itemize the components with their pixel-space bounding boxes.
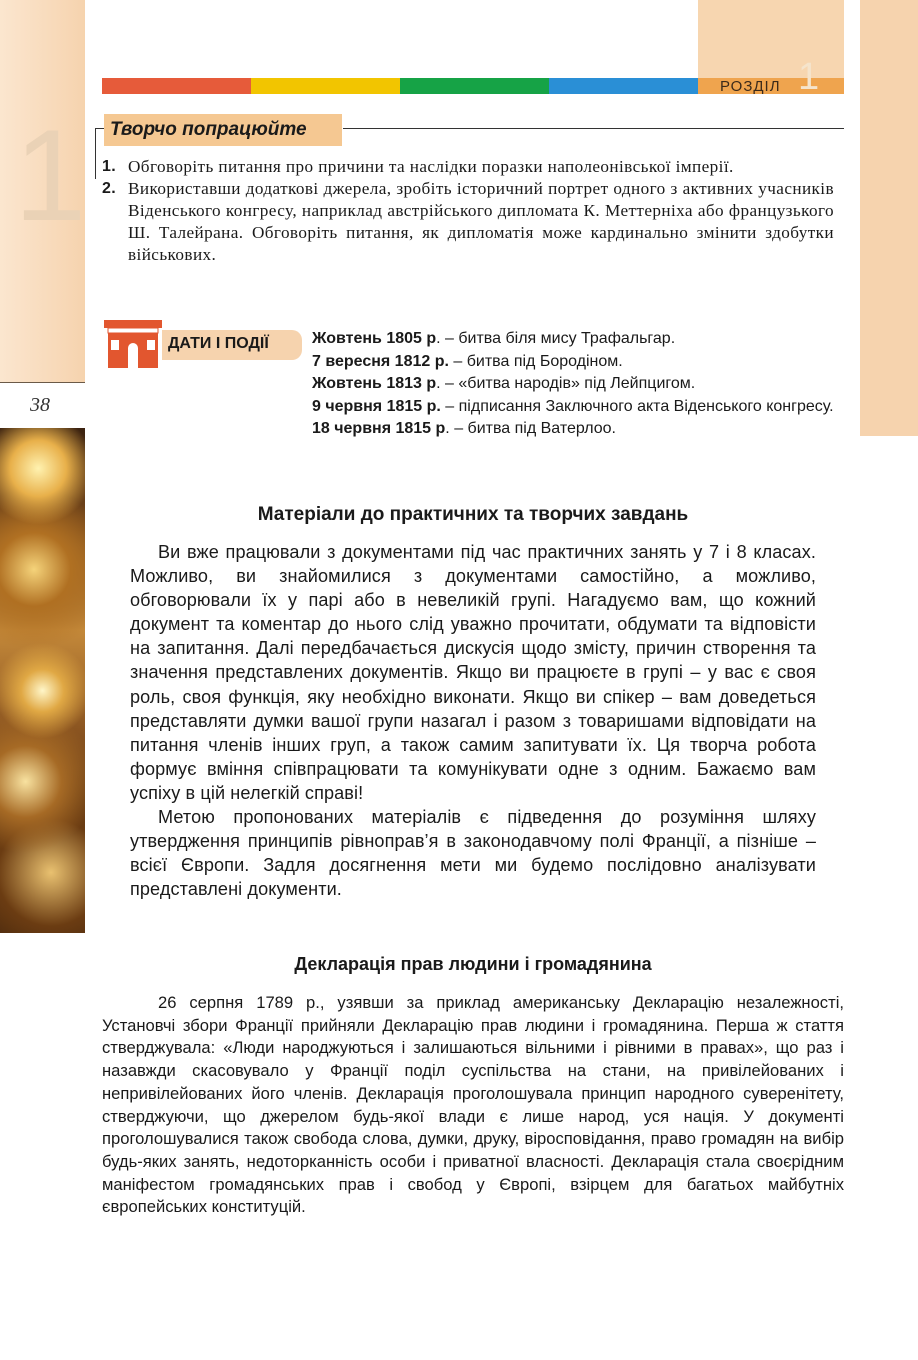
page-number: 38 [30,394,50,416]
materials-heading: Матеріали до практичних та творчих завдань [257,504,689,525]
materials-body [130,540,816,901]
color-stripe [102,78,698,94]
declaration-body [102,992,844,1219]
date-entry [312,373,842,396]
date-value: Жовтень 1813 р [312,375,437,392]
stripe-yellow [251,78,400,94]
date-entry [312,418,842,441]
task-number: 1. [102,158,117,175]
declaration-paragraph: 26 серпня 1789 р., узявши за приклад американську Декларацію незалежності, Установчі збори Франції прийняли Декларацію прав людини і громадянина. Перша ж стаття стверджувала: «Люди народжуються і залишаються вільними і рівними в правах», що раз і назавжди скасовувало у Франції поділ суспільства на стани, на привілейованих і непривілейованих його членів. Декларація проголошувала принцип народного суверенітету, стверджуючи, що джерелом будь-якої влади є лише народ, уся нація. У документі проголошувалися також свобода слова, думки, друку, віросповідання, право громадян на вибір будь-яких занять, недоторканність особи і приватної власності. Декларація стала своєрідним маніфестом громадянських прав і свобод у Європі, взірцем для багатьох майбутніх європейських конституцій. [102,993,844,1217]
task-text: Обговоріть питання про причини та наслідки поразки наполеонівської імперії. [128,157,734,176]
margin-photo [0,428,85,933]
declaration-heading: Декларація прав людини і громадянина [294,954,652,974]
arch-icon [102,318,166,370]
date-value: 18 червня 1815 р [312,420,446,437]
materials-paragraph: Метою пропонованих матеріалів є підведення до розуміння шляху утвердження принципів рівноправ’я в законодавчому полі Франції, а пізніше – всієї Європи. Задля досягнення мети ми будемо послідовно аналізувати представлені документи. [130,807,816,900]
date-event: . – битва під Ватерлоо. [445,420,616,437]
date-value: 9 червня 1815 р. [312,397,441,415]
date-entry [312,328,842,351]
date-event: . – «битва народів» під Лейпцигом. [436,375,696,392]
dates-list [312,328,842,441]
right-margin-band [860,0,918,436]
dates-label: ДАТИ І ПОДІЇ [168,335,269,352]
date-value: 7 вересня 1812 р. [312,352,449,370]
right-header-band [698,0,844,78]
date-value: Жовтень 1805 р [312,330,437,347]
heading-rule [343,128,844,129]
section-number: 1 [798,56,820,98]
stripe-green [400,78,549,94]
task-item [102,178,834,266]
creative-task-list [102,156,834,266]
creative-task-heading-text: Творчо попрацюйте [110,119,307,140]
date-event: – битва під Бородіном. [448,352,623,370]
stripe-blue [549,78,698,94]
task-text: Використавши додаткові джерела, зробіть історичний портрет одного з активних учасників Віденського конгресу, наприклад австрійського дипломата К. Меттерніха або французького Ш. Талейрана. Обговоріть питання, як дипломатія може кардинально змінити здобутки військових. [128,179,834,264]
stripe-red [102,78,251,94]
dates-badge [102,318,302,370]
section-label [698,56,844,98]
materials-paragraph: Ви вже працювали з документами під час практичних занять у 7 і 8 класах. Можливо, ви знайомилися з документами самостійно, а можливо, обговорювали їх у парі або в невеликій групі. Нагадуємо вам, що кожний документ та коментар до нього слід уважно прочитати, обдумати та відповісти на запитання. Далі передбачається дискусія щодо змісту, причин створення та значення представлених документів. Якщо ви працюєте в групі – у вас є своя роль, своя функція, яку необхідно виконати. Якщо ви спікер – вам доведеться представляти думки вашої групи назагал і разом з товаришами відповідати на питання членів інших груп, а також самим запитувати їх. Ця творча робота формує вміння співпрацювати та комунікувати одне з одним. Бажаємо вам успіху в цій нелегкій справі! [130,542,816,803]
date-entry [312,396,842,419]
task-number: 2. [102,180,117,197]
date-event: – підписання Заключного акта Віденського конгресу. [440,397,834,415]
date-entry [312,351,842,374]
creative-task-heading [104,114,342,146]
task-item [102,156,834,178]
date-event: . – битва біля мису Трафальгар. [436,330,676,347]
section-label-text: РОЗДІЛ [720,78,781,95]
chapter-marker: 1 [14,102,87,248]
